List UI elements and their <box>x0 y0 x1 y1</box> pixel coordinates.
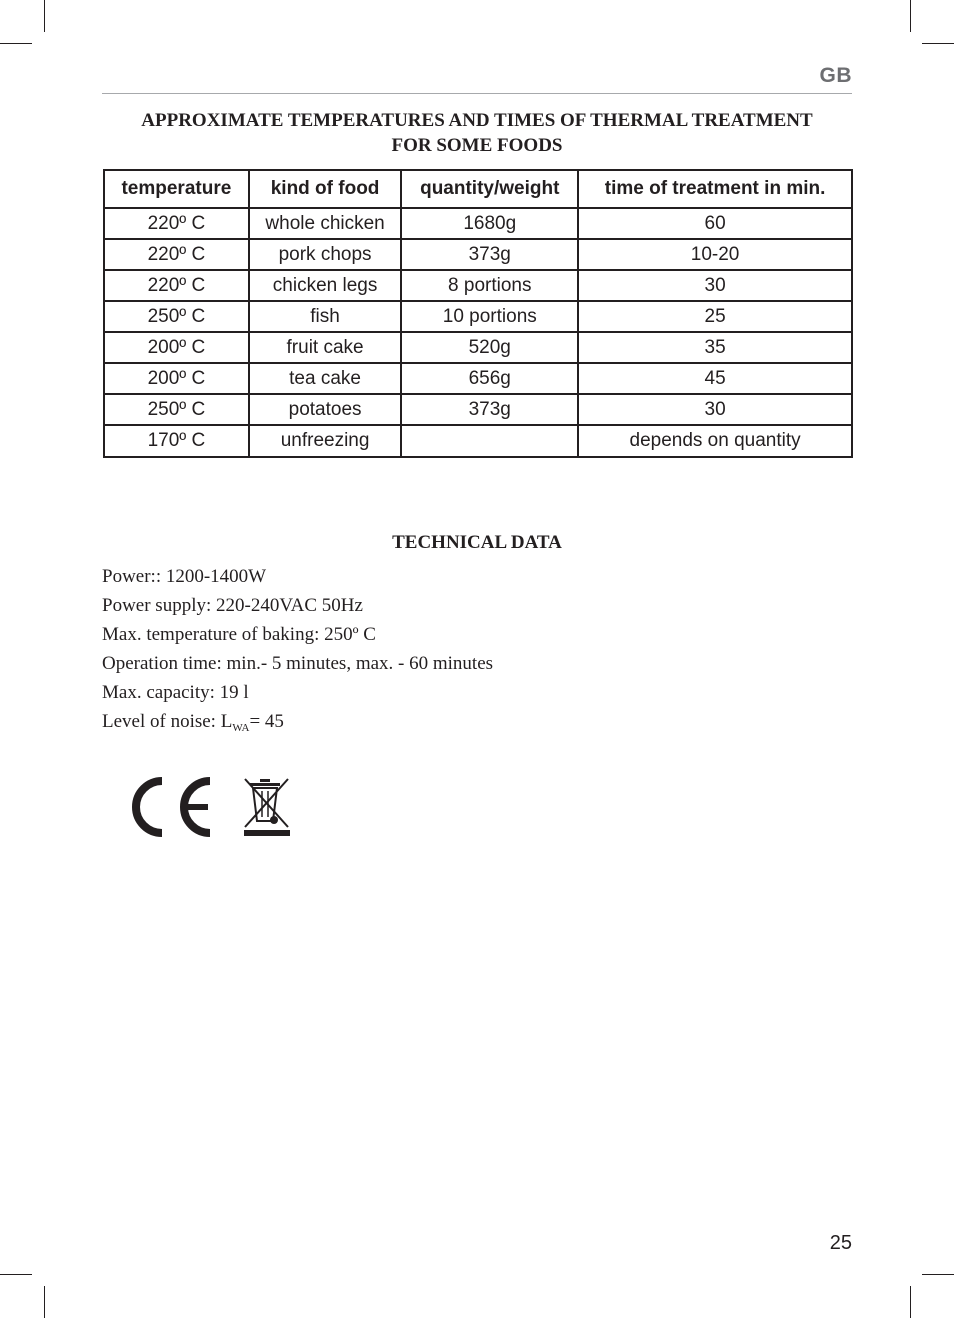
cell-time: 30 <box>578 394 852 425</box>
table-row <box>104 332 852 363</box>
crop-mark <box>910 1286 911 1318</box>
noise-suffix: = 45 <box>249 711 284 732</box>
table-header-row <box>104 170 852 208</box>
cell-time: depends on quantity <box>578 425 852 457</box>
cell-food: chicken legs <box>249 270 402 301</box>
temperatures-table <box>103 169 853 458</box>
cell-quantity: 373g <box>401 394 578 425</box>
cell-time: 60 <box>578 208 852 239</box>
table-row <box>104 208 852 239</box>
cell-time: 45 <box>578 363 852 394</box>
cell-temperature: 220º C <box>104 270 249 301</box>
cell-food: potatoes <box>249 394 402 425</box>
noise-prefix: Level of noise: L <box>102 711 233 732</box>
cell-temperature: 220º C <box>104 208 249 239</box>
temperatures-title-line2: FOR SOME FOODS <box>391 135 563 156</box>
spec-max-capacity: Max. capacity: 19 l <box>102 682 249 703</box>
ce-mark-icon <box>136 781 210 833</box>
crop-mark <box>0 43 32 44</box>
cell-temperature: 200º C <box>104 332 249 363</box>
spec-operation-time: Operation time: min.- 5 minutes, max. - 60 minutes <box>102 653 494 674</box>
spec-noise-level <box>102 707 493 743</box>
cell-temperature: 250º C <box>104 394 249 425</box>
cell-temperature: 250º C <box>104 301 249 332</box>
cell-time: 25 <box>578 301 852 332</box>
cell-temperature: 200º C <box>104 363 249 394</box>
crop-mark <box>922 1274 954 1275</box>
cell-quantity: 656g <box>401 363 578 394</box>
cell-food: unfreezing <box>249 425 402 457</box>
language-code: GB <box>819 64 852 87</box>
technical-data-list <box>102 562 493 743</box>
crop-mark <box>922 43 954 44</box>
cell-time: 10-20 <box>578 239 852 270</box>
page-number: 25 <box>829 1232 852 1254</box>
table-row <box>104 363 852 394</box>
table-row <box>104 425 852 457</box>
spec-power-supply: Power supply: 220-240VAC 50Hz <box>102 595 363 616</box>
cell-food: fruit cake <box>249 332 402 363</box>
cell-quantity: 373g <box>401 239 578 270</box>
table-row <box>104 394 852 425</box>
cell-temperature: 170º C <box>104 425 249 457</box>
cell-time: 30 <box>578 270 852 301</box>
table-row <box>104 301 852 332</box>
temperatures-title <box>102 108 852 158</box>
marks-graphic <box>128 775 298 839</box>
header-rule <box>102 93 852 94</box>
technical-data-title: TECHNICAL DATA <box>392 532 562 553</box>
spec-power: Power:: 1200-1400W <box>102 566 267 587</box>
crop-mark <box>44 1286 45 1318</box>
cell-quantity: 520g <box>401 332 578 363</box>
column-header-kind-of-food: kind of food <box>249 170 402 208</box>
spec-max-temperature: Max. temperature of baking: 250º C <box>102 624 376 645</box>
cell-quantity: 8 portions <box>401 270 578 301</box>
column-header-time: time of treatment in min. <box>578 170 852 208</box>
cell-food: pork chops <box>249 239 402 270</box>
column-header-quantity: quantity/weight <box>401 170 578 208</box>
cell-food: fish <box>249 301 402 332</box>
table-row <box>104 239 852 270</box>
cell-temperature: 220º C <box>104 239 249 270</box>
crop-mark <box>910 0 911 32</box>
table-row <box>104 270 852 301</box>
column-header-temperature: temperature <box>104 170 249 208</box>
crop-mark <box>0 1274 32 1275</box>
cell-quantity: 1680g <box>401 208 578 239</box>
crop-mark <box>44 0 45 32</box>
certification-marks <box>128 775 298 839</box>
temperatures-title-line1: APPROXIMATE TEMPERATURES AND TIMES OF THERMAL TREATMENT <box>141 110 813 131</box>
weee-crossed-bin-icon <box>244 779 290 836</box>
cell-quantity: 10 portions <box>401 301 578 332</box>
cell-food: tea cake <box>249 363 402 394</box>
cell-time: 35 <box>578 332 852 363</box>
cell-quantity <box>401 425 578 457</box>
noise-subscript: WA <box>232 722 250 734</box>
cell-food: whole chicken <box>249 208 402 239</box>
